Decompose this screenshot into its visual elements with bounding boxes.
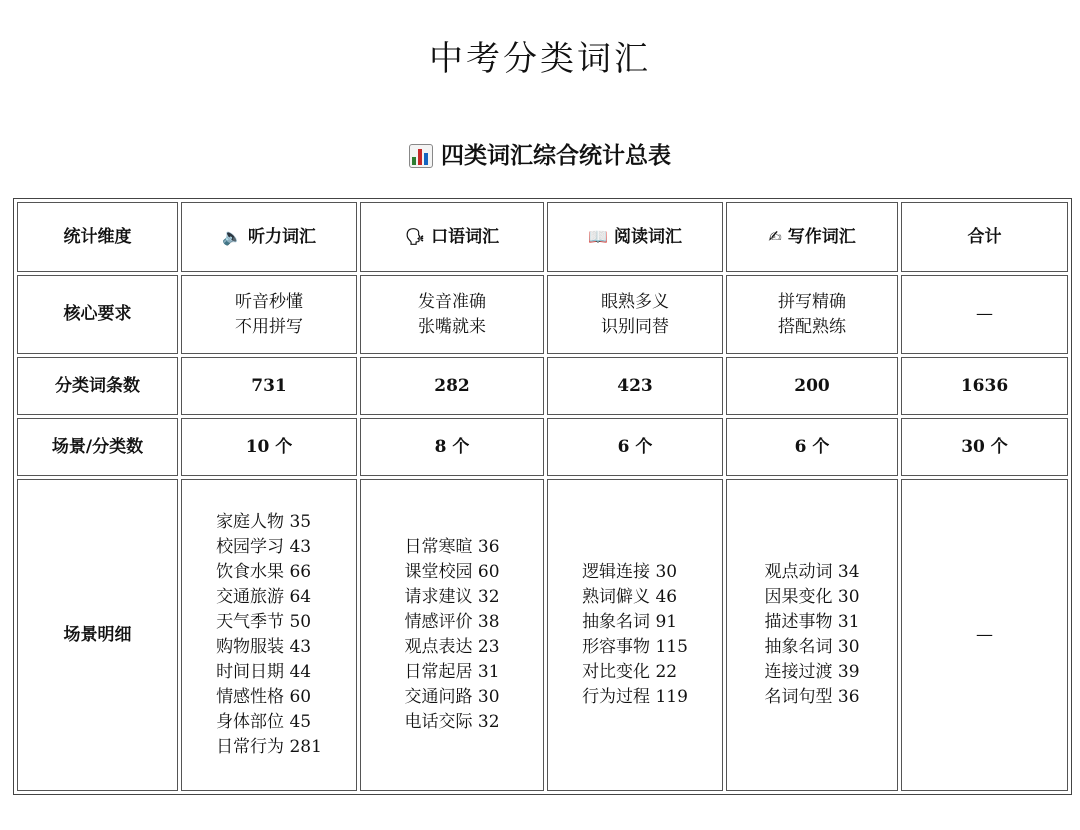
detail-item: 逻辑连接 30 xyxy=(582,562,678,582)
count-writing: 200 xyxy=(726,357,898,415)
speaker-icon: 🔈 xyxy=(222,227,242,246)
row-label-scenes: 场景/分类数 xyxy=(17,418,178,476)
scenes-total: 30 个 xyxy=(901,418,1068,476)
detail-item: 观点动词 34 xyxy=(764,562,860,582)
requirement-line: 听音秒懂 xyxy=(235,291,303,312)
detail-writing xyxy=(726,479,898,791)
detail-item: 课堂校园 60 xyxy=(404,562,500,582)
requirement-listening xyxy=(181,275,357,354)
detail-item: 形容事物 115 xyxy=(582,637,688,657)
detail-item: 行为过程 119 xyxy=(582,687,688,707)
row-label-detail: 场景明细 xyxy=(17,479,178,791)
count-total: 1636 xyxy=(901,357,1068,415)
detail-listening xyxy=(181,479,357,791)
bar-chart-icon xyxy=(409,144,433,168)
scenes-reading: 6 个 xyxy=(547,418,723,476)
detail-item: 连接过渡 39 xyxy=(764,662,860,682)
table-row-detail xyxy=(17,479,1068,791)
scenes-writing: 6 个 xyxy=(726,418,898,476)
requirement-line: 搭配熟练 xyxy=(778,316,846,337)
requirement-line: 发音准确 xyxy=(418,291,486,312)
requirement-line: 不用拼写 xyxy=(235,316,303,337)
detail-item: 校园学习 43 xyxy=(216,537,312,557)
row-label-requirement: 核心要求 xyxy=(17,275,178,354)
requirement-line: 识别同替 xyxy=(601,316,669,337)
table-header-row xyxy=(17,202,1068,272)
detail-total: — xyxy=(901,479,1068,791)
detail-item: 日常起居 31 xyxy=(404,662,500,682)
detail-list xyxy=(582,560,688,710)
count-reading: 423 xyxy=(547,357,723,415)
section-title-text: 四类词汇综合统计总表 xyxy=(441,142,671,169)
table-row-scenes xyxy=(17,418,1068,476)
stats-table xyxy=(13,198,1072,795)
detail-item: 观点表达 23 xyxy=(404,637,500,657)
header-listening-label: 听力词汇 xyxy=(247,227,316,247)
detail-item: 电话交际 32 xyxy=(404,712,500,732)
detail-reading xyxy=(547,479,723,791)
page-title: 中考分类词汇 xyxy=(429,39,651,79)
requirement-writing xyxy=(726,275,898,354)
detail-item: 抽象名词 30 xyxy=(764,637,860,657)
detail-item: 交通问路 30 xyxy=(404,687,500,707)
detail-item: 时间日期 44 xyxy=(216,662,312,682)
section-title xyxy=(0,136,1080,176)
detail-item: 抽象名词 91 xyxy=(582,612,678,632)
detail-item: 情感评价 38 xyxy=(404,612,500,632)
detail-list xyxy=(764,560,859,710)
detail-item: 家庭人物 35 xyxy=(216,512,312,532)
header-listening xyxy=(181,202,357,272)
detail-item: 交通旅游 64 xyxy=(216,587,312,607)
detail-item: 熟词僻义 46 xyxy=(582,587,678,607)
header-speaking xyxy=(360,202,544,272)
detail-item: 对比变化 22 xyxy=(582,662,678,682)
detail-item: 日常行为 281 xyxy=(216,737,322,757)
requirement-reading xyxy=(547,275,723,354)
detail-item: 日常寒暄 36 xyxy=(404,537,500,557)
header-speaking-label: 口语词汇 xyxy=(431,227,500,247)
detail-item: 请求建议 32 xyxy=(404,587,500,607)
table-row-requirement xyxy=(17,275,1068,354)
requirement-line: 拼写精确 xyxy=(778,291,846,312)
detail-item: 天气季节 50 xyxy=(216,612,312,632)
count-listening: 731 xyxy=(181,357,357,415)
detail-item: 名词句型 36 xyxy=(764,687,860,707)
header-reading xyxy=(547,202,723,272)
detail-speaking xyxy=(360,479,544,791)
row-label-count: 分类词条数 xyxy=(17,357,178,415)
requirement-line: 张嘴就来 xyxy=(418,316,486,337)
header-writing xyxy=(726,202,898,272)
header-writing-label: 写作词汇 xyxy=(787,227,856,247)
header-dimension: 统计维度 xyxy=(17,202,178,272)
header-reading-label: 阅读词汇 xyxy=(613,227,682,247)
detail-item: 描述事物 31 xyxy=(764,612,860,632)
scenes-speaking: 8 个 xyxy=(360,418,544,476)
detail-item: 情感性格 60 xyxy=(216,687,312,707)
header-total: 合计 xyxy=(901,202,1068,272)
speaking-head-icon: 🗣 xyxy=(404,227,426,246)
count-speaking: 282 xyxy=(360,357,544,415)
requirement-total: — xyxy=(901,275,1068,354)
detail-list xyxy=(216,510,322,760)
requirement-line: 眼熟多义 xyxy=(601,291,669,312)
scenes-listening: 10 个 xyxy=(181,418,357,476)
writing-hand-icon: ✍ xyxy=(768,227,782,246)
requirement-speaking xyxy=(360,275,544,354)
table-row-count xyxy=(17,357,1068,415)
detail-item: 因果变化 30 xyxy=(764,587,860,607)
detail-item: 购物服装 43 xyxy=(216,637,312,657)
detail-list xyxy=(404,535,499,735)
detail-item: 饮食水果 66 xyxy=(216,562,312,582)
detail-item: 身体部位 45 xyxy=(216,712,312,732)
open-book-icon: 📖 xyxy=(588,227,608,246)
